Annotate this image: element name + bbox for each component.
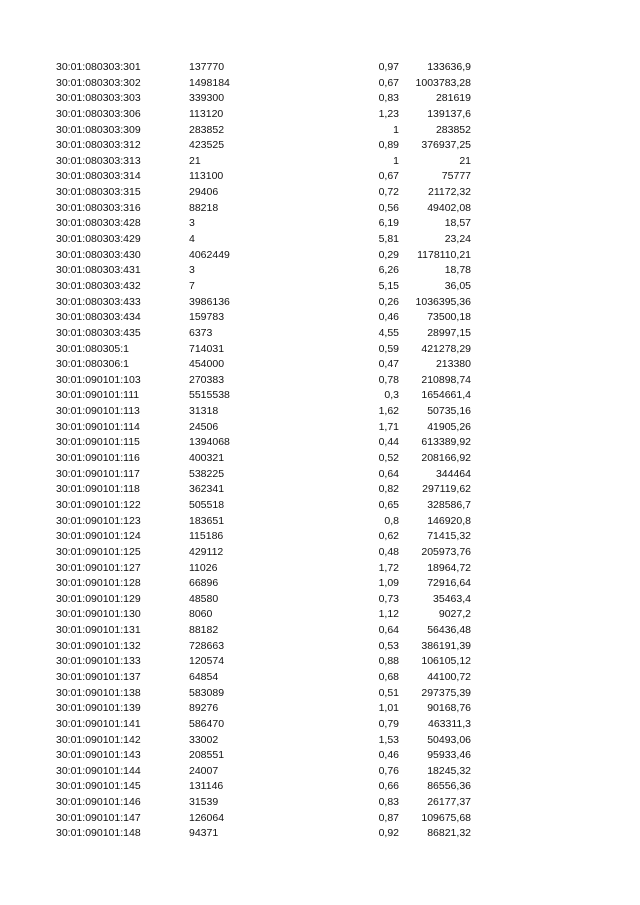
- value-cell: 56436,48: [427, 624, 471, 637]
- value-cell: 73500,18: [427, 311, 471, 324]
- coefficient-cell: 0,67: [378, 76, 399, 89]
- coefficient-cell: 0,53: [378, 639, 399, 652]
- coefficient-cell: 0,51: [378, 686, 399, 699]
- table-row: [56, 154, 476, 170]
- area-cell: 283852: [189, 123, 225, 136]
- table-row: [56, 248, 476, 264]
- cadastral-number-cell: 30:01:080303:309: [56, 123, 141, 136]
- area-cell: 6373: [189, 326, 213, 339]
- area-cell: 8060: [189, 608, 213, 621]
- value-cell: 9027,2: [438, 608, 471, 621]
- cadastral-number-cell: 30:01:090101:122: [56, 498, 141, 511]
- area-cell: 89276: [189, 702, 219, 715]
- value-cell: 86821,32: [427, 827, 471, 840]
- cadastral-number-cell: 30:01:090101:148: [56, 827, 141, 840]
- area-cell: 11026: [189, 561, 218, 574]
- table-row: [56, 310, 476, 326]
- cadastral-number-cell: 30:01:080303:314: [56, 170, 141, 183]
- area-cell: 31539: [189, 796, 219, 809]
- area-cell: 454000: [189, 358, 225, 371]
- area-cell: 423525: [189, 139, 225, 152]
- table-row: [56, 373, 476, 389]
- coefficient-cell: 0,59: [378, 342, 399, 355]
- table-row: [56, 686, 476, 702]
- cadastral-number-cell: 30:01:090101:117: [56, 467, 140, 480]
- coefficient-cell: 0,79: [378, 717, 399, 730]
- table-row: [56, 342, 476, 358]
- area-cell: 66896: [189, 577, 219, 590]
- table-row: [56, 811, 476, 827]
- cadastral-number-cell: 30:01:090101:115: [56, 436, 140, 449]
- table-row: [56, 138, 476, 154]
- area-cell: 7: [189, 279, 195, 292]
- coefficient-cell: 1,01: [378, 702, 399, 715]
- cadastral-number-cell: 30:01:090101:124: [56, 530, 141, 543]
- table-row: [56, 435, 476, 451]
- value-cell: 208166,92: [421, 452, 471, 465]
- coefficient-cell: 0,44: [378, 436, 399, 449]
- coefficient-cell: 0,76: [378, 764, 399, 777]
- coefficient-cell: 0,73: [378, 592, 399, 605]
- value-cell: 35463,4: [433, 592, 471, 605]
- table-row: [56, 623, 476, 639]
- area-cell: 21: [189, 154, 201, 167]
- table-row: [56, 545, 476, 561]
- table-row: [56, 576, 476, 592]
- table-row: [56, 748, 476, 764]
- coefficient-cell: 0,67: [378, 170, 399, 183]
- coefficient-cell: 0,47: [378, 358, 399, 371]
- value-cell: 297119,62: [422, 483, 471, 496]
- coefficient-cell: 0,68: [378, 670, 399, 683]
- value-cell: 50735,16: [427, 405, 471, 418]
- coefficient-cell: 1,23: [378, 107, 399, 120]
- coefficient-cell: 0,8: [384, 514, 399, 527]
- cadastral-number-cell: 30:01:090101:144: [56, 764, 141, 777]
- cadastral-number-cell: 30:01:090101:139: [56, 702, 141, 715]
- coefficient-cell: 0,88: [378, 655, 399, 668]
- value-cell: 297375,39: [421, 686, 471, 699]
- area-cell: 4: [189, 233, 195, 246]
- coefficient-cell: 0,97: [378, 61, 399, 73]
- coefficient-cell: 0,87: [378, 811, 399, 824]
- area-cell: 159783: [189, 311, 225, 324]
- coefficient-cell: 0,89: [378, 139, 399, 152]
- cadastral-number-cell: 30:01:080303:434: [56, 311, 141, 324]
- table-row: [56, 263, 476, 279]
- table-row: [56, 701, 476, 717]
- area-cell: 33002: [189, 733, 219, 746]
- coefficient-cell: 0,92: [378, 827, 399, 840]
- table-row: [56, 357, 476, 373]
- cadastral-number-cell: 30:01:090101:123: [56, 514, 141, 527]
- value-cell: 71415,32: [427, 530, 471, 543]
- cadastral-number-cell: 30:01:090101:116: [56, 452, 140, 465]
- table-row: [56, 733, 476, 749]
- cadastral-number-cell: 30:01:080303:430: [56, 248, 141, 261]
- cadastral-number-cell: 30:01:090101:103: [56, 373, 141, 386]
- value-cell: 49402,08: [427, 201, 471, 214]
- area-cell: 3986136: [189, 295, 230, 308]
- cadastral-number-cell: 30:01:080303:306: [56, 107, 141, 120]
- value-cell: 344464: [435, 467, 471, 480]
- table-row: [56, 185, 476, 201]
- coefficient-cell: 0,72: [378, 186, 399, 199]
- coefficient-cell: 1,53: [378, 733, 399, 746]
- table-row: [56, 232, 476, 248]
- cadastral-number-cell: 30:01:090101:111: [56, 389, 140, 402]
- value-cell: 36,05: [444, 279, 471, 292]
- coefficient-cell: 0,46: [378, 311, 399, 324]
- table-row: [56, 498, 476, 514]
- cadastral-number-cell: 30:01:080303:303: [56, 92, 141, 105]
- value-cell: 205973,76: [421, 545, 471, 558]
- value-cell: 23,24: [444, 233, 471, 246]
- cadastral-number-cell: 30:01:090101:143: [56, 749, 141, 762]
- area-cell: 113120: [189, 107, 224, 120]
- area-cell: 88218: [189, 201, 219, 214]
- area-cell: 270383: [189, 373, 225, 386]
- table-row: [56, 764, 476, 780]
- coefficient-cell: 0,82: [378, 483, 399, 496]
- cadastral-number-cell: 30:01:090101:130: [56, 608, 141, 621]
- area-cell: 400321: [189, 452, 225, 465]
- coefficient-cell: 1: [393, 154, 399, 167]
- value-cell: 146920,8: [427, 514, 471, 527]
- area-cell: 3: [189, 264, 195, 277]
- coefficient-cell: 6,26: [378, 264, 399, 277]
- cadastral-number-cell: 30:01:090101:145: [56, 780, 141, 793]
- cadastral-number-cell: 30:01:080303:433: [56, 295, 141, 308]
- value-cell: 86556,36: [427, 780, 471, 793]
- coefficient-cell: 1,71: [378, 420, 399, 433]
- value-cell: 1003783,28: [415, 76, 471, 89]
- coefficient-cell: 5,15: [378, 279, 399, 292]
- value-cell: 139137,6: [427, 107, 471, 120]
- cadastral-number-cell: 30:01:090101:147: [56, 811, 141, 824]
- coefficient-cell: 0,66: [378, 780, 399, 793]
- cadastral-number-cell: 30:01:080303:429: [56, 233, 141, 246]
- value-cell: 41905,26: [427, 420, 471, 433]
- value-cell: 281619: [435, 92, 471, 105]
- value-cell: 26177,37: [427, 796, 471, 809]
- coefficient-cell: 0,78: [378, 373, 399, 386]
- table-row: [56, 795, 476, 811]
- value-cell: 21172,32: [427, 186, 471, 199]
- value-cell: 18964,72: [427, 561, 471, 574]
- table-row: [56, 60, 476, 76]
- area-cell: 586470: [189, 717, 225, 730]
- value-cell: 28997,15: [427, 326, 471, 339]
- area-cell: 4062449: [189, 248, 230, 261]
- area-cell: 1498184: [189, 76, 230, 89]
- area-cell: 429112: [189, 545, 224, 558]
- area-cell: 5515538: [189, 389, 230, 402]
- area-cell: 538225: [189, 467, 225, 480]
- cadastral-number-cell: 30:01:080303:428: [56, 217, 141, 230]
- area-cell: 94371: [189, 827, 219, 840]
- area-cell: 113100: [189, 170, 224, 183]
- area-cell: 64854: [189, 670, 219, 683]
- value-cell: 18,57: [444, 217, 471, 230]
- cadastral-number-cell: 30:01:080303:316: [56, 201, 141, 214]
- coefficient-cell: 1,62: [378, 405, 399, 418]
- area-cell: 88182: [189, 624, 219, 637]
- table-row: [56, 279, 476, 295]
- value-cell: 90168,76: [427, 702, 471, 715]
- table-row: [56, 467, 476, 483]
- cadastral-number-cell: 30:01:080303:435: [56, 326, 141, 339]
- area-cell: 31318: [189, 405, 219, 418]
- cadastral-number-cell: 30:01:080306:1: [56, 358, 129, 371]
- cadastral-number-cell: 30:01:090101:138: [56, 686, 141, 699]
- table-row: [56, 514, 476, 530]
- cadastral-number-cell: 30:01:090101:128: [56, 577, 141, 590]
- area-cell: 137770: [189, 61, 225, 73]
- value-cell: 133636,9: [427, 61, 471, 73]
- cadastral-number-cell: 30:01:090101:129: [56, 592, 141, 605]
- cadastral-number-cell: 30:01:090101:133: [56, 655, 141, 668]
- value-cell: 463311,3: [427, 717, 471, 730]
- cadastral-number-cell: 30:01:090101:113: [56, 405, 140, 418]
- cadastral-number-cell: 30:01:090101:142: [56, 733, 141, 746]
- area-cell: 583089: [189, 686, 225, 699]
- coefficient-cell: 6,19: [378, 217, 399, 230]
- cadastral-number-cell: 30:01:090101:146: [56, 796, 141, 809]
- area-cell: 208551: [189, 749, 225, 762]
- area-cell: 120574: [189, 655, 225, 668]
- area-cell: 3: [189, 217, 195, 230]
- table-row: [56, 404, 476, 420]
- area-cell: 362341: [189, 483, 225, 496]
- area-cell: 714031: [189, 342, 225, 355]
- table-row: [56, 639, 476, 655]
- cadastral-number-cell: 30:01:080303:313: [56, 154, 141, 167]
- coefficient-cell: 4,55: [378, 326, 399, 339]
- table-row: [56, 388, 476, 404]
- value-cell: 18,78: [444, 264, 471, 277]
- area-cell: 126064: [189, 811, 225, 824]
- coefficient-cell: 0,3: [384, 389, 399, 402]
- area-cell: 183651: [189, 514, 225, 527]
- cadastral-number-cell: 30:01:090101:131: [56, 624, 141, 637]
- value-cell: 106105,12: [421, 655, 471, 668]
- value-cell: 376937,25: [421, 139, 471, 152]
- value-cell: 210898,74: [421, 373, 471, 386]
- value-cell: 386191,39: [421, 639, 471, 652]
- table-row: [56, 482, 476, 498]
- cadastral-number-cell: 30:01:080303:302: [56, 76, 141, 89]
- coefficient-cell: 5,81: [378, 233, 399, 246]
- coefficient-cell: 1: [393, 123, 399, 136]
- coefficient-cell: 0,83: [378, 796, 399, 809]
- coefficient-cell: 1,09: [378, 577, 399, 590]
- value-cell: 283852: [435, 123, 471, 136]
- value-cell: 1036395,36: [415, 295, 471, 308]
- table-row: [56, 420, 476, 436]
- coefficient-cell: 0,26: [378, 295, 399, 308]
- table-row: [56, 717, 476, 733]
- coefficient-cell: 0,52: [378, 452, 399, 465]
- table-row: [56, 216, 476, 232]
- coefficient-cell: 0,65: [378, 498, 399, 511]
- value-cell: 109675,68: [421, 811, 471, 824]
- area-cell: 48580: [189, 592, 219, 605]
- area-cell: 24007: [189, 764, 219, 777]
- table-row: [56, 201, 476, 217]
- area-cell: 728663: [189, 639, 225, 652]
- cadastral-number-cell: 30:01:090101:127: [56, 561, 141, 574]
- cadastral-number-cell: 30:01:090101:137: [56, 670, 141, 683]
- value-cell: 44100,72: [427, 670, 471, 683]
- coefficient-cell: 0,46: [378, 749, 399, 762]
- area-cell: 131146: [189, 780, 224, 793]
- table-row: [56, 561, 476, 577]
- area-cell: 115186: [189, 530, 224, 543]
- cadastral-number-cell: 30:01:080303:312: [56, 139, 141, 152]
- cadastral-number-cell: 30:01:090101:125: [56, 545, 141, 558]
- coefficient-cell: 0,29: [378, 248, 399, 261]
- area-cell: 1394068: [189, 436, 230, 449]
- cadastral-number-cell: 30:01:090101:141: [56, 717, 141, 730]
- value-cell: 18245,32: [427, 764, 471, 777]
- cadastral-number-cell: 30:01:080303:301: [56, 61, 141, 73]
- area-cell: 29406: [189, 186, 219, 199]
- table-row: [56, 107, 476, 123]
- value-cell: 50493,06: [427, 733, 471, 746]
- value-cell: 21: [459, 154, 471, 167]
- value-cell: 328586,7: [427, 498, 471, 511]
- value-cell: 213380: [435, 358, 471, 371]
- coefficient-cell: 0,56: [378, 201, 399, 214]
- table-row: [56, 123, 476, 139]
- table-row: [56, 607, 476, 623]
- cadastral-number-cell: 30:01:090101:132: [56, 639, 141, 652]
- cadastral-number-cell: 30:01:080303:315: [56, 186, 141, 199]
- cadastral-number-cell: 30:01:090101:118: [56, 483, 140, 496]
- table-row: [56, 76, 476, 92]
- coefficient-cell: 1,72: [378, 561, 399, 574]
- table-row: [56, 592, 476, 608]
- cadastral-number-cell: 30:01:080305:1: [56, 342, 129, 355]
- coefficient-cell: 0,83: [378, 92, 399, 105]
- table-row: [56, 670, 476, 686]
- data-table: [56, 60, 476, 842]
- area-cell: 505518: [189, 498, 225, 511]
- table-row: [56, 451, 476, 467]
- table-row: [56, 779, 476, 795]
- value-cell: 421278,29: [421, 342, 471, 355]
- table-row: [56, 826, 476, 842]
- cadastral-number-cell: 30:01:080303:432: [56, 279, 141, 292]
- coefficient-cell: 0,62: [378, 530, 399, 543]
- area-cell: 24506: [189, 420, 219, 433]
- coefficient-cell: 0,48: [378, 545, 399, 558]
- area-cell: 339300: [189, 92, 225, 105]
- cadastral-number-cell: 30:01:080303:431: [56, 264, 141, 277]
- table-row: [56, 326, 476, 342]
- value-cell: 1654661,4: [421, 389, 471, 402]
- value-cell: 72916,64: [427, 577, 471, 590]
- value-cell: 1178110,21: [417, 248, 471, 261]
- coefficient-cell: 0,64: [378, 467, 399, 480]
- table-row: [56, 169, 476, 185]
- table-row: [56, 91, 476, 107]
- coefficient-cell: 0,64: [378, 624, 399, 637]
- value-cell: 75777: [441, 170, 471, 183]
- cadastral-number-cell: 30:01:090101:114: [56, 420, 140, 433]
- value-cell: 95933,46: [427, 749, 471, 762]
- table-row: [56, 654, 476, 670]
- coefficient-cell: 1,12: [378, 608, 399, 621]
- value-cell: 613389,92: [421, 436, 471, 449]
- table-row: [56, 529, 476, 545]
- table-row: [56, 295, 476, 311]
